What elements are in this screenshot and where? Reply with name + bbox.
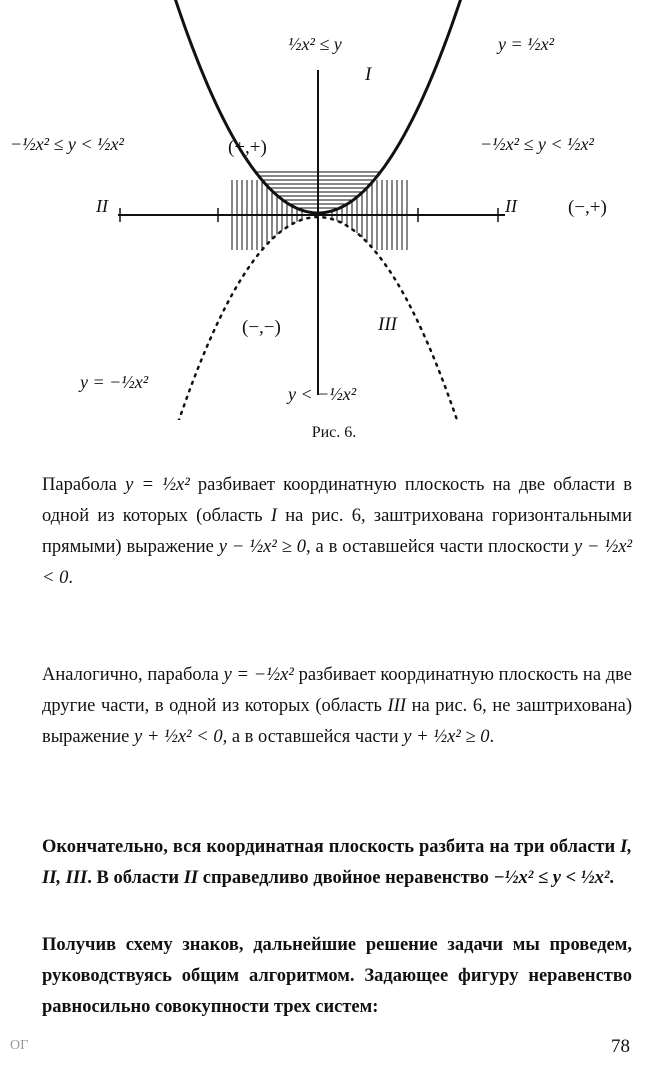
paragraph-2 xyxy=(42,660,632,753)
p2-text-5: . xyxy=(489,727,495,747)
paragraph-3 xyxy=(42,832,632,894)
p1-text-5: . xyxy=(68,568,73,588)
p3-text-3: справедливо двойное неравенство xyxy=(202,868,489,888)
label-left-ineq: −½x² ≤ y < ½x² xyxy=(10,134,124,154)
p1-math-3: y − ½x² < 0 xyxy=(42,537,633,588)
label-region-III: III xyxy=(378,314,397,335)
p2-math-2: y + ½x² < 0 xyxy=(134,727,223,747)
p2-region-1: III xyxy=(387,696,407,716)
p1-math-1: y = ½x² xyxy=(125,475,190,495)
label-curve-top: y = ½x² xyxy=(498,34,555,54)
p1-text-2: разбивает координатную плоскость на две области в одной из которых (область xyxy=(42,475,633,526)
page-number: 78 xyxy=(611,1036,630,1057)
p3-text-2: . В области xyxy=(87,868,180,888)
figure-6 xyxy=(0,0,668,420)
paragraph-1 xyxy=(42,470,632,594)
p3-text-1: Окончательно, вся координатная плоскость разбита на три области xyxy=(42,837,616,857)
label-sign-mp: (−,+) xyxy=(568,197,607,218)
p2-text-3: на рис. 6, не заштрихована) выражение xyxy=(42,696,633,747)
p2-math-3: y + ½x² ≥ 0 xyxy=(403,727,490,747)
label-axis-II-left: II xyxy=(96,196,108,216)
p2-text-1: Аналогично, парабола xyxy=(42,665,219,685)
label-curve-bottom: y = −½x² xyxy=(80,372,149,392)
p3-math-1: −½x² ≤ y < ½x² xyxy=(493,868,610,888)
p1-text-1: Парабола xyxy=(42,475,117,495)
label-bottom-ineq: y < −½x² xyxy=(288,384,357,404)
hatching xyxy=(232,172,407,250)
p3-region-2: II xyxy=(183,868,199,888)
figure-caption: Рис. 6. xyxy=(311,424,357,441)
p1-text-4: , а в оставшейся части плоскости xyxy=(306,537,570,557)
parabola-upper xyxy=(120,0,520,213)
label-top-ineq: ½x² ≤ y xyxy=(288,34,342,54)
p2-math-1: y = −½x² xyxy=(223,665,294,685)
p4-text-1: Получив схему знаков, дальнейшие решение задачи мы проведем, руководствуясь общим алгоритмом. Задающее фигуру неравенство равносильно совокупности трех систем: xyxy=(42,935,632,1017)
p1-region-1: I xyxy=(270,506,277,526)
label-axis-II-right: II xyxy=(505,196,517,216)
p3-region-1: I, II, III xyxy=(42,837,632,888)
paragraph-4 xyxy=(42,930,632,1023)
corner-mark: ОГ xyxy=(10,1038,29,1053)
label-region-I: I xyxy=(365,64,372,85)
p1-math-2: y − ½x² ≥ 0 xyxy=(218,537,307,557)
p2-text-2: разбивает координатную плоскость на две другие части, в одной из которых (область xyxy=(42,665,633,716)
label-sign-mm: (−,−) xyxy=(242,317,281,338)
p2-text-4: , а в оставшейся части xyxy=(222,727,399,747)
p3-text-4: . xyxy=(609,868,615,888)
label-right-ineq: −½x² ≤ y < ½x² xyxy=(480,134,594,154)
label-sign-pp: (+,+) xyxy=(228,137,267,158)
p1-text-3: на рис. 6, заштрихована горизонтальными прямыми) выражение xyxy=(42,506,632,557)
